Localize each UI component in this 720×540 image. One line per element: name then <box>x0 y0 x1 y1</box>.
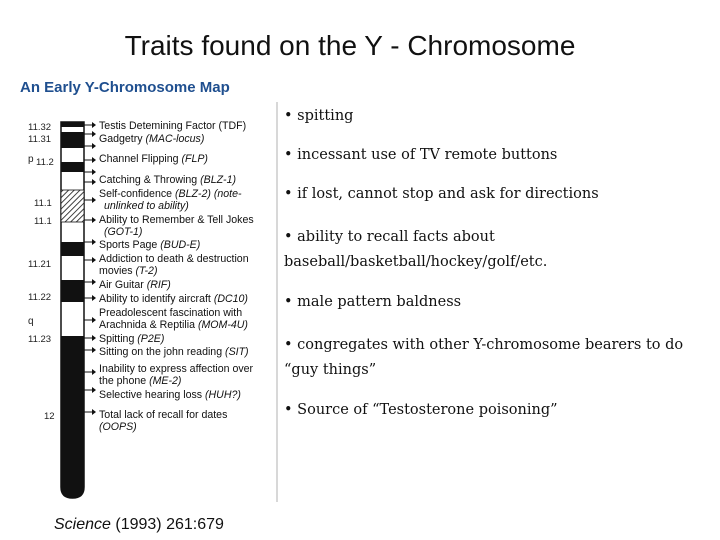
bullet-item: • male pattern baldness <box>284 293 462 310</box>
trait-label: Selective hearing loss (HUH?) <box>99 389 241 401</box>
band-label: 11.23 <box>28 334 52 345</box>
citation <box>54 516 224 534</box>
trait-label: Air Guitar (RIF) <box>99 279 171 291</box>
trait-label: Addiction to death & destruction <box>99 253 249 265</box>
p-arm-label: p <box>28 154 34 165</box>
bullet-item: • spitting <box>284 108 354 124</box>
heterochromatin-block <box>61 336 84 487</box>
trait-label: Preadolescent fascination with <box>99 307 243 319</box>
band-label: 11.31 <box>28 134 52 145</box>
band-label: 11.32 <box>28 122 52 133</box>
bullet-item: • Source of “Testosterone poisoning” <box>284 401 558 418</box>
trait-label: unlinked to ability) <box>104 200 189 212</box>
trait-bullet-list <box>284 108 709 418</box>
band-dark <box>61 280 84 302</box>
centromere <box>61 190 84 222</box>
band-label: 11.21 <box>28 259 52 270</box>
trait-label: Inability to express affection over <box>99 363 254 375</box>
band-dark <box>61 122 84 127</box>
trait-label: (GOT-1) <box>104 226 143 238</box>
trait-label: movies (T-2) <box>99 265 158 277</box>
bullet-item: • incessant use of TV remote buttons <box>284 147 558 163</box>
citation-journal: Science <box>54 516 111 533</box>
citation-details: (1993) 261:679 <box>110 516 224 533</box>
trait-label: Arachnida & Reptilia (MOM-4U) <box>99 319 248 331</box>
band-dark <box>61 242 84 256</box>
trait-label: Sports Page (BUD-E) <box>99 239 201 251</box>
map-subtitle: An Early Y-Chromosome Map <box>20 79 230 96</box>
slide-title: Traits found on the Y - Chromosome <box>124 30 576 61</box>
y-chromosome-map <box>26 102 278 502</box>
trait-label: Gadgetry (MAC-locus) <box>99 133 205 145</box>
chromosome-body <box>61 122 84 498</box>
bullet-item: • ability to recall facts about baseball/basketball/hockey/golf/etc. <box>284 229 548 271</box>
band-label: 11.1 <box>34 216 52 227</box>
trait-label: Ability to Remember & Tell Jokes <box>99 214 254 226</box>
bullet-item: • if lost, cannot stop and ask for directions <box>284 186 599 202</box>
band-dark <box>61 162 84 172</box>
band-label: 11.22 <box>28 292 52 303</box>
trait-label: Sitting on the john reading (SIT) <box>99 346 249 358</box>
pointer-heads <box>92 122 96 415</box>
trait-pointers <box>84 125 92 412</box>
trait-label: Ability to identify aircraft (DC10) <box>99 293 248 305</box>
band-label: 11.1 <box>34 198 52 209</box>
trait-label: Testis Detemining Factor (TDF) <box>99 120 247 132</box>
band-label: 11.2 <box>36 157 54 168</box>
band-dark <box>61 132 84 148</box>
trait-label: Channel Flipping (FLP) <box>99 153 208 165</box>
trait-label: Total lack of recall for dates <box>99 409 228 421</box>
trait-label: Self-confidence (BLZ-2) (note- <box>99 188 242 200</box>
trait-label: (OOPS) <box>99 421 137 433</box>
chromosome-diagram <box>26 102 276 502</box>
q-arm-label: q <box>28 316 34 327</box>
trait-label: the phone (ME-2) <box>99 375 182 387</box>
trait-label: Catching & Throwing (BLZ-1) <box>99 174 236 186</box>
trait-label: Spitting (P2E) <box>99 333 165 345</box>
band-label: 12 <box>44 411 55 422</box>
bullet-item: • congregates with other Y-chromosome bearers to do “guy things” <box>284 336 684 379</box>
